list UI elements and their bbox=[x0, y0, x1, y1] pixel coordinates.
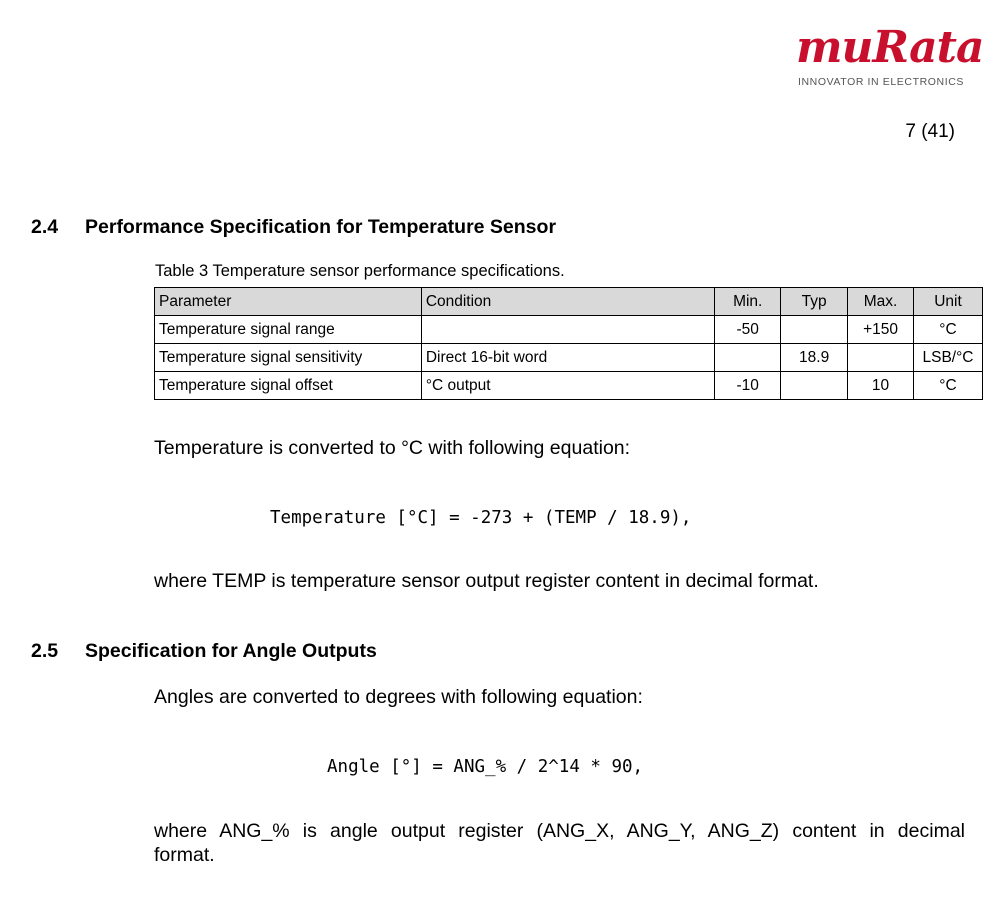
table-header-cell: Min. bbox=[715, 288, 781, 316]
table-caption: Table 3 Temperature sensor performance specifications. bbox=[155, 262, 565, 280]
table-cell: °C bbox=[914, 372, 983, 400]
page-number: 7 (41) bbox=[905, 121, 955, 142]
table-cell bbox=[781, 372, 848, 400]
table-cell: 18.9 bbox=[781, 344, 848, 372]
logo-wordmark: muRata bbox=[796, 22, 984, 73]
equation-intro: Angles are converted to degrees with following equation: bbox=[154, 686, 643, 708]
table-header-row bbox=[155, 288, 983, 316]
section-number: 2.4 bbox=[31, 216, 59, 238]
section-title: Specification for Angle Outputs bbox=[85, 640, 377, 662]
murata-logo bbox=[796, 22, 984, 94]
table-cell: Temperature signal range bbox=[155, 316, 422, 344]
section-number: 2.5 bbox=[31, 640, 59, 662]
table-cell: -10 bbox=[715, 372, 781, 400]
table-cell: Direct 16-bit word bbox=[421, 344, 714, 372]
logo-tagline: INNOVATOR IN ELECTRONICS bbox=[797, 76, 965, 88]
table-cell bbox=[781, 316, 848, 344]
equation-intro: Temperature is converted to °C with following equation: bbox=[154, 437, 631, 459]
table-row bbox=[155, 344, 983, 372]
table-header-cell: Typ bbox=[781, 288, 848, 316]
temperature-equation: Temperature [°C] = -273 + (TEMP / 18.9), bbox=[270, 508, 692, 528]
table-header-cell: Unit bbox=[914, 288, 983, 316]
table-cell: -50 bbox=[715, 316, 781, 344]
equation-explanation: where ANG_% is angle output register (ANG_X, ANG_Y, ANG_Z) content in decimal bbox=[154, 820, 965, 842]
table-header-cell: Max. bbox=[848, 288, 914, 316]
table-cell: Temperature signal offset bbox=[155, 372, 422, 400]
table-header-cell: Parameter bbox=[155, 288, 422, 316]
table-cell: °C output bbox=[421, 372, 714, 400]
temperature-spec-table bbox=[154, 287, 983, 400]
table-cell bbox=[715, 344, 781, 372]
table-cell: LSB/°C bbox=[914, 344, 983, 372]
table-cell: °C bbox=[914, 316, 983, 344]
table-cell: Temperature signal sensitivity bbox=[155, 344, 422, 372]
equation-explanation-continued: format. bbox=[154, 844, 215, 866]
table-row bbox=[155, 316, 983, 344]
table-header-cell: Condition bbox=[421, 288, 714, 316]
equation-explanation: where TEMP is temperature sensor output register content in decimal format. bbox=[154, 570, 819, 592]
section-title: Performance Specification for Temperature Sensor bbox=[85, 216, 557, 238]
table-cell bbox=[421, 316, 714, 344]
angle-equation: Angle [°] = ANG_% / 2^14 * 90, bbox=[327, 757, 644, 777]
table-cell: 10 bbox=[848, 372, 914, 400]
table-cell: +150 bbox=[848, 316, 914, 344]
table-row bbox=[155, 372, 983, 400]
table-cell bbox=[848, 344, 914, 372]
